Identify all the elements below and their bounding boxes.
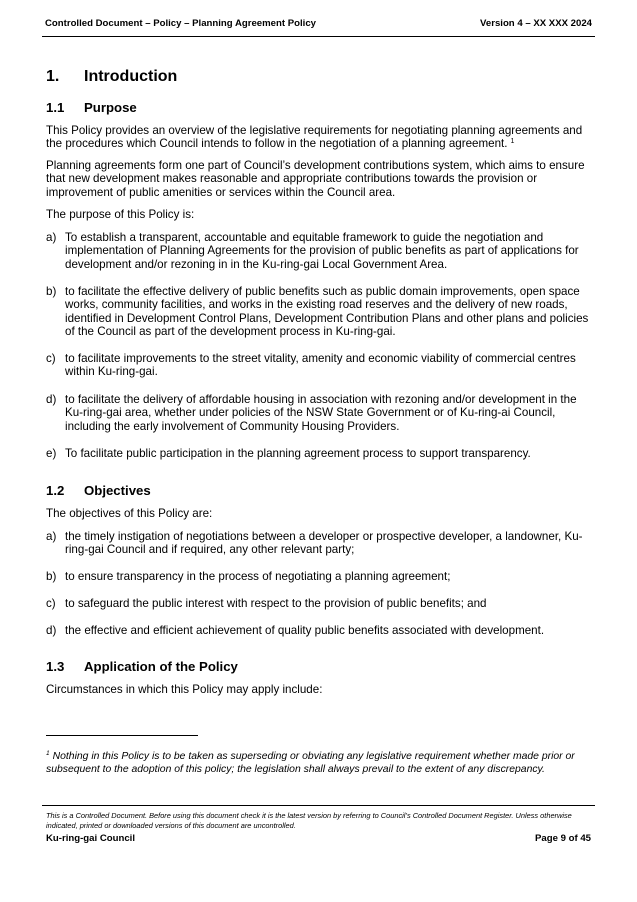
purpose-list-item-d bbox=[46, 393, 596, 433]
objectives-list-item-c bbox=[46, 597, 596, 610]
footnote-divider bbox=[46, 735, 198, 736]
list-marker: d) bbox=[46, 624, 57, 637]
objectives-title: Objectives bbox=[84, 483, 151, 498]
footer-divider bbox=[42, 805, 595, 806]
list-marker: b) bbox=[46, 570, 57, 583]
header-divider bbox=[42, 36, 595, 37]
objectives-heading bbox=[46, 483, 151, 498]
objectives-list-item-d bbox=[46, 624, 596, 637]
list-item-text: to safeguard the public interest with respect to the provision of public benefits; and bbox=[65, 597, 487, 610]
list-item-text: the effective and efficient achievement of quality public benefits associated with development. bbox=[65, 624, 545, 637]
list-marker: c) bbox=[46, 597, 56, 610]
header-document-title: Controlled Document – Policy – Planning Agreement Policy bbox=[45, 18, 316, 29]
page-number: Page 9 of 45 bbox=[535, 833, 591, 844]
purpose-list-item-b bbox=[46, 285, 596, 339]
list-marker: a) bbox=[46, 231, 57, 244]
section-title: Introduction bbox=[84, 68, 178, 85]
application-intro: Circumstances in which this Policy may apply include: bbox=[46, 683, 323, 696]
purpose-paragraph-1 bbox=[46, 124, 596, 151]
header-version: Version 4 – XX XXX 2024 bbox=[480, 18, 592, 29]
list-marker: a) bbox=[46, 530, 57, 543]
objectives-list-item-b bbox=[46, 570, 596, 583]
purpose-list-item-c bbox=[46, 352, 596, 379]
purpose-title: Purpose bbox=[84, 100, 137, 115]
list-item-text: To facilitate public participation in the planning agreement process to support transparency. bbox=[65, 447, 531, 460]
footer-organisation: Ku-ring-gai Council bbox=[46, 833, 135, 844]
purpose-paragraph-1-text: This Policy provides an overview of the legislative requirements for negotiating planning agreements and the procedures which Council intends to follow in the negotiation of a planning agreement. bbox=[46, 124, 583, 151]
objectives-intro: The objectives of this Policy are: bbox=[46, 507, 213, 520]
purpose-paragraph-3: The purpose of this Policy is: bbox=[46, 208, 195, 221]
application-title: Application of the Policy bbox=[84, 659, 238, 674]
application-number: 1.3 bbox=[46, 659, 65, 674]
list-marker: d) bbox=[46, 393, 57, 406]
list-item-text: to facilitate the effective delivery of public benefits such as public domain improvements, open space works, community facilities, and works in the existing road reserves and the delivery of new roads, identified in Development Control Plans, Development Contribution Plans and other plans and policies of the Council as part of the development process in Ku-ring-gai. bbox=[65, 285, 589, 339]
page-footer bbox=[46, 833, 591, 844]
purpose-list-item-e bbox=[46, 447, 596, 460]
footnote-reference[interactable]: 1 bbox=[510, 138, 515, 146]
list-item-text: To establish a transparent, accountable and equitable framework to guide the negotiation and implementation of Planning Agreements for the provision of public benefits as part of applications for development and/or rezoning in in the Ku-ring-gai Local Government Area. bbox=[65, 231, 579, 271]
purpose-number: 1.1 bbox=[46, 100, 65, 115]
section-number: 1. bbox=[46, 68, 60, 85]
list-item-text: to facilitate improvements to the street vitality, amenity and economic viability of commercial centres within Ku-ring-gai. bbox=[65, 352, 576, 379]
list-marker: b) bbox=[46, 285, 57, 298]
purpose-paragraph-2: Planning agreements form one part of Council’s development contributions system, which aims to ensure that new development makes reasonable and appropriate contributions towards the provision or improvement of public amenities or services within the Council area. bbox=[46, 159, 585, 199]
page-header bbox=[45, 18, 592, 29]
list-marker: c) bbox=[46, 352, 56, 365]
section-heading bbox=[46, 68, 177, 86]
list-item-text: the timely instigation of negotiations between a developer or prospective developer, a landowner, Ku-ring-gai Council and if required, any other relevant party; bbox=[65, 530, 583, 557]
purpose-list-item-a bbox=[46, 231, 596, 271]
objectives-number: 1.2 bbox=[46, 483, 65, 498]
controlled-document-note: This is a Controlled Document. Before using this document check it is the latest version by referring to Council’s Controlled Document Register. Unless otherwise indicated, printed or downloaded versions of this document are uncontrolled. bbox=[46, 811, 572, 830]
list-item-text: to facilitate the delivery of affordable housing in association with rezoning and/or development in the Ku-ring-gai area, whether under policies of the NSW State Government or of Ku-ring-ai Council, including the early involvement of Community Housing Providers. bbox=[65, 393, 577, 433]
objectives-list-item-a bbox=[46, 530, 596, 557]
application-heading bbox=[46, 659, 238, 674]
list-marker: e) bbox=[46, 447, 57, 460]
list-item-text: to ensure transparency in the process of negotiating a planning agreement; bbox=[65, 570, 451, 583]
purpose-heading bbox=[46, 100, 137, 115]
footnote-marker: 1 bbox=[46, 750, 50, 757]
footnote-text: Nothing in this Policy is to be taken as superseding or obviating any legislative requirement whether made prior or subsequent to the adoption of this policy; the legislation shall always prevail to the extent of any discrepancy. bbox=[46, 751, 575, 775]
footnote bbox=[46, 751, 598, 776]
